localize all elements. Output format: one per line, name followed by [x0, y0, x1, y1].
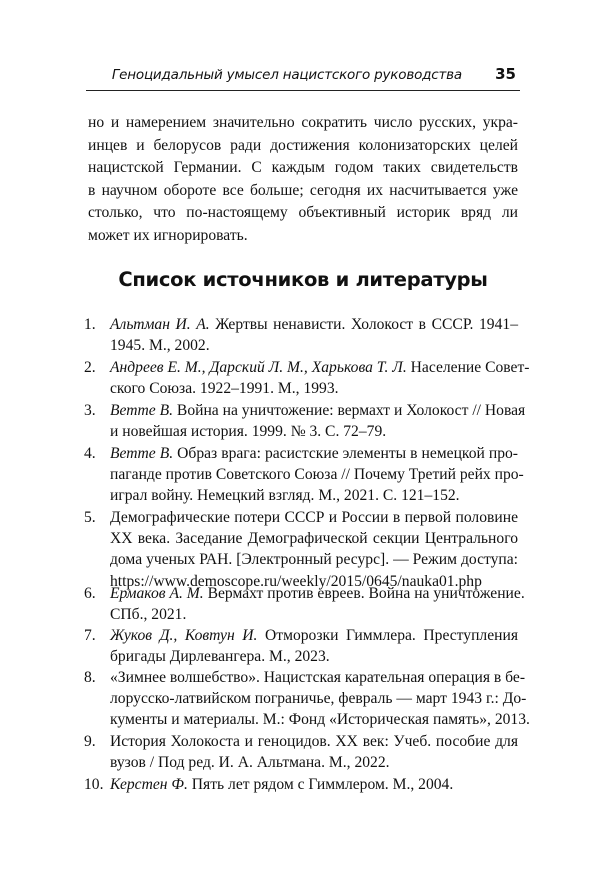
- reference-number: 6.: [84, 585, 96, 602]
- reference-number: 4.: [84, 445, 96, 462]
- reference-number: 10.: [84, 776, 104, 793]
- reference-line: лорусско-латвийском пограничье, февраль — март 1943 г.: До-: [110, 690, 527, 708]
- reference-line: Ветте В. Образ врага: расистские элементы в немецкой про-: [110, 445, 518, 462]
- reference-line: Жуков Д., Ковтун И. Отморозки Гиммлера. Преступления: [110, 627, 518, 644]
- reference-line: Керстен Ф. Пять лет рядом с Гиммлером. М., 2004.: [110, 776, 454, 793]
- reference-line: «Зимнее волшебство». Нацистская карательная операция в бе-: [110, 669, 526, 686]
- reference-line: бригады Дирлевангера. М., 2023.: [110, 648, 330, 666]
- reference-line: https://www.demoscope.ru/weekly/2015/0645/nauka01.php: [110, 572, 482, 590]
- reference-author: Керстен Ф.: [110, 776, 188, 793]
- reference-text: [110, 667, 530, 731]
- body-line: инцев и белорусов ради достижения колонизаторских целей: [88, 136, 518, 154]
- reference-number: 7.: [84, 627, 96, 644]
- body-line: столько, что по-настоящему объективный историк вряд ли: [88, 204, 518, 222]
- body-line: может их игнорировать.: [88, 226, 248, 244]
- reference-text: [110, 400, 526, 442]
- reference-number: 1.: [84, 316, 96, 333]
- body-line: в научном обороте все больше; сегодня их насчитывается уже: [88, 181, 518, 199]
- reference-text: [110, 731, 518, 773]
- reference-line: Демографические потери СССР и России в первой половине: [110, 509, 518, 526]
- reference-text: [110, 625, 518, 667]
- reference-line: Ермаков А. М. Вермахт против евреев. Война на уничтожение.: [110, 585, 525, 602]
- reference-line: СПб., 2021.: [110, 606, 187, 624]
- reference-line: играл войну. Немецкий взгляд. М., 2021. С. 121–152.: [110, 487, 460, 505]
- reference-text: [110, 583, 525, 625]
- reference-author: Жуков Д., Ковтун И.: [110, 627, 258, 644]
- reference-text: [110, 507, 518, 592]
- reference-line: Ветте В. Война на уничтожение: вермахт и Холокост // Новая: [110, 402, 526, 419]
- reference-number: 5.: [84, 509, 96, 526]
- reference-author: Альтман И. А.: [110, 316, 210, 333]
- body-line: нацистской Германии. С каждым годом таких свидетельств: [88, 159, 518, 177]
- reference-line: Андреев Е. М., Дарский Л. М., Харькова Т. Л. Население Совет-: [110, 359, 530, 376]
- reference-text: [110, 443, 524, 507]
- body-line: но и намерением значительно сократить число русских, укра-: [88, 114, 518, 131]
- reference-line: Альтман И. А. Жертвы ненависти. Холокост в СССР. 1941–: [110, 316, 518, 333]
- reference-line: ХХ века. Заседание Демографической секции Центрального: [110, 530, 518, 548]
- reference-line: вузов / Под ред. И. А. Альтмана. М., 2022.: [110, 754, 390, 772]
- reference-number: 2.: [84, 359, 96, 376]
- reference-author: Ветте В.: [110, 445, 174, 462]
- reference-number: 3.: [84, 402, 96, 419]
- reference-line: История Холокоста и геноцидов. ХХ век: Учеб. пособие для: [110, 733, 518, 750]
- reference-text: [110, 357, 530, 399]
- reference-author: Андреев Е. М., Дарский Л. М., Харькова Т. Л.: [110, 359, 407, 376]
- reference-text: [110, 774, 518, 795]
- running-head: [86, 64, 520, 91]
- reference-number: 9.: [84, 733, 96, 750]
- reference-line: и новейшая история. 1999. № 3. С. 72–79.: [110, 423, 387, 441]
- reference-text: [110, 314, 518, 356]
- reference-line: паганде против Советского Союза // Почему Третий рейх про-: [110, 466, 524, 484]
- reference-line: 1945. М., 2002.: [110, 337, 210, 355]
- reference-line: кументы и материалы. М.: Фонд «Историческая память», 2013.: [110, 711, 530, 729]
- reference-line: дома ученых РАН. [Электронный ресурс]. — Режим доступа:: [110, 551, 518, 569]
- reference-author: Ермаков А. М.: [110, 585, 204, 602]
- page-number: 35: [495, 65, 516, 83]
- body-paragraph: [88, 112, 518, 248]
- reference-author: Ветте В.: [110, 402, 174, 419]
- section-title: Список источников и литературы: [118, 268, 488, 291]
- running-head-title: Геноцидальный умысел нацистского руководства: [111, 67, 462, 83]
- reference-line: ского Союза. 1922–1991. М., 1993.: [110, 380, 339, 398]
- reference-number: 8.: [84, 669, 96, 686]
